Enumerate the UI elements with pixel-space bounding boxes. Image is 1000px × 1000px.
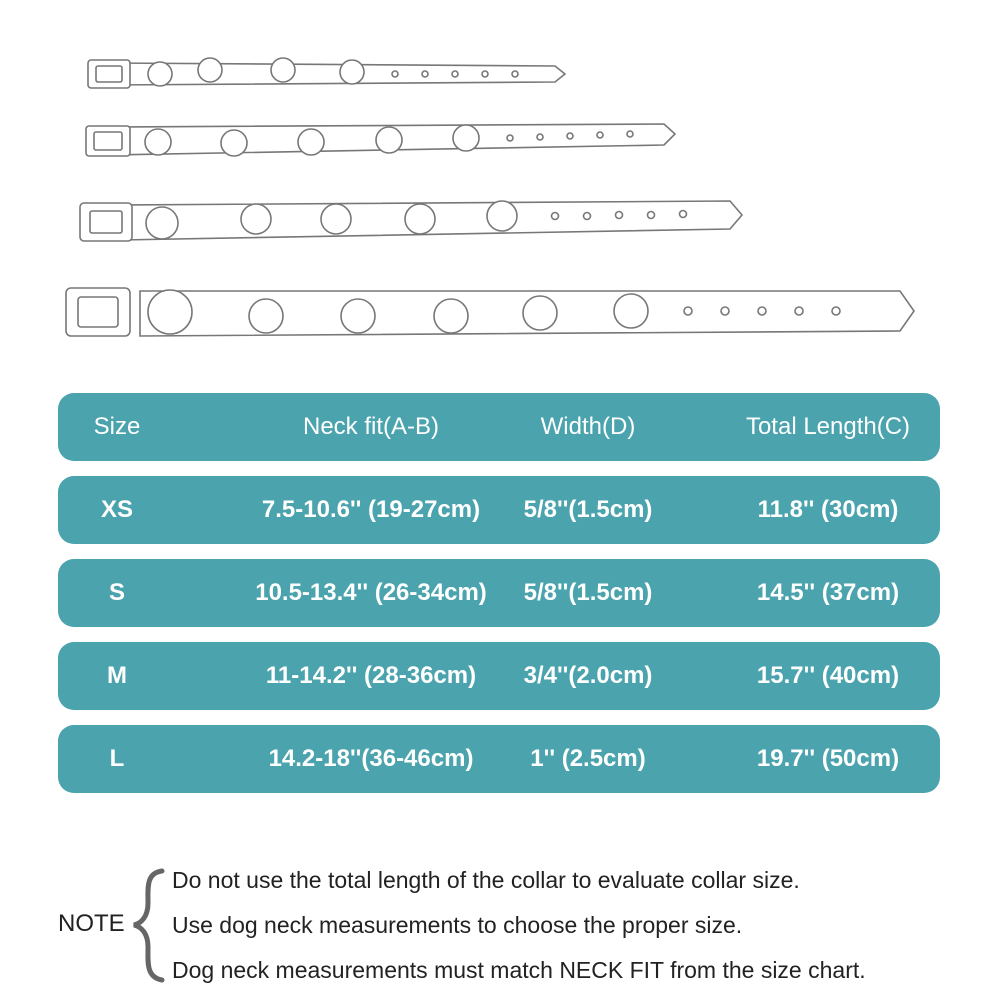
cell-size: XS <box>100 496 133 523</box>
cell-width: 5/8''(1.5cm) <box>523 496 653 523</box>
cell-total-length: 11.8'' (30cm) <box>757 496 899 523</box>
note-line-2: Use dog neck measurements to choose the proper size. <box>172 912 743 938</box>
cell-neck-fit: 7.5-10.6'' (19-27cm) <box>261 496 481 523</box>
cell-width: 3/4''(2.0cm) <box>523 662 653 689</box>
table-row <box>58 559 940 627</box>
header-total-length: Total Length(C) <box>745 413 911 440</box>
cell-neck-fit: 14.2-18''(36-46cm) <box>268 745 474 772</box>
note-line-3: Dog neck measurements must match NECK FIT from the size chart. <box>172 957 866 983</box>
collar-s-image <box>86 124 675 156</box>
note-line-1: Do not use the total length of the collar to evaluate collar size. <box>172 867 800 893</box>
cell-size: M <box>107 662 127 689</box>
brace-icon <box>128 868 168 983</box>
note-label: NOTE <box>58 910 125 937</box>
collar-m-image <box>80 201 742 241</box>
cell-size: S <box>108 579 125 606</box>
collar-xs-image <box>88 58 565 88</box>
header-neck-fit: Neck fit(A-B) <box>302 413 439 440</box>
cell-width: 1'' (2.5cm) <box>530 745 646 772</box>
header-size: Size <box>93 413 141 440</box>
table-row <box>58 476 940 544</box>
cell-neck-fit: 11-14.2'' (28-36cm) <box>265 662 477 689</box>
cell-width: 5/8''(1.5cm) <box>523 579 653 606</box>
cell-size: L <box>109 745 125 772</box>
table-row <box>58 642 940 710</box>
header-width: Width(D) <box>540 413 636 440</box>
cell-total-length: 15.7'' (40cm) <box>756 662 900 689</box>
cell-neck-fit: 10.5-13.4'' (26-34cm) <box>255 579 487 606</box>
collar-l-image <box>66 288 914 336</box>
collar-illustrations <box>0 0 1000 360</box>
cell-total-length: 19.7'' (50cm) <box>756 745 900 772</box>
table-row <box>58 725 940 793</box>
cell-total-length: 14.5'' (37cm) <box>756 579 900 606</box>
table-header <box>58 393 940 461</box>
